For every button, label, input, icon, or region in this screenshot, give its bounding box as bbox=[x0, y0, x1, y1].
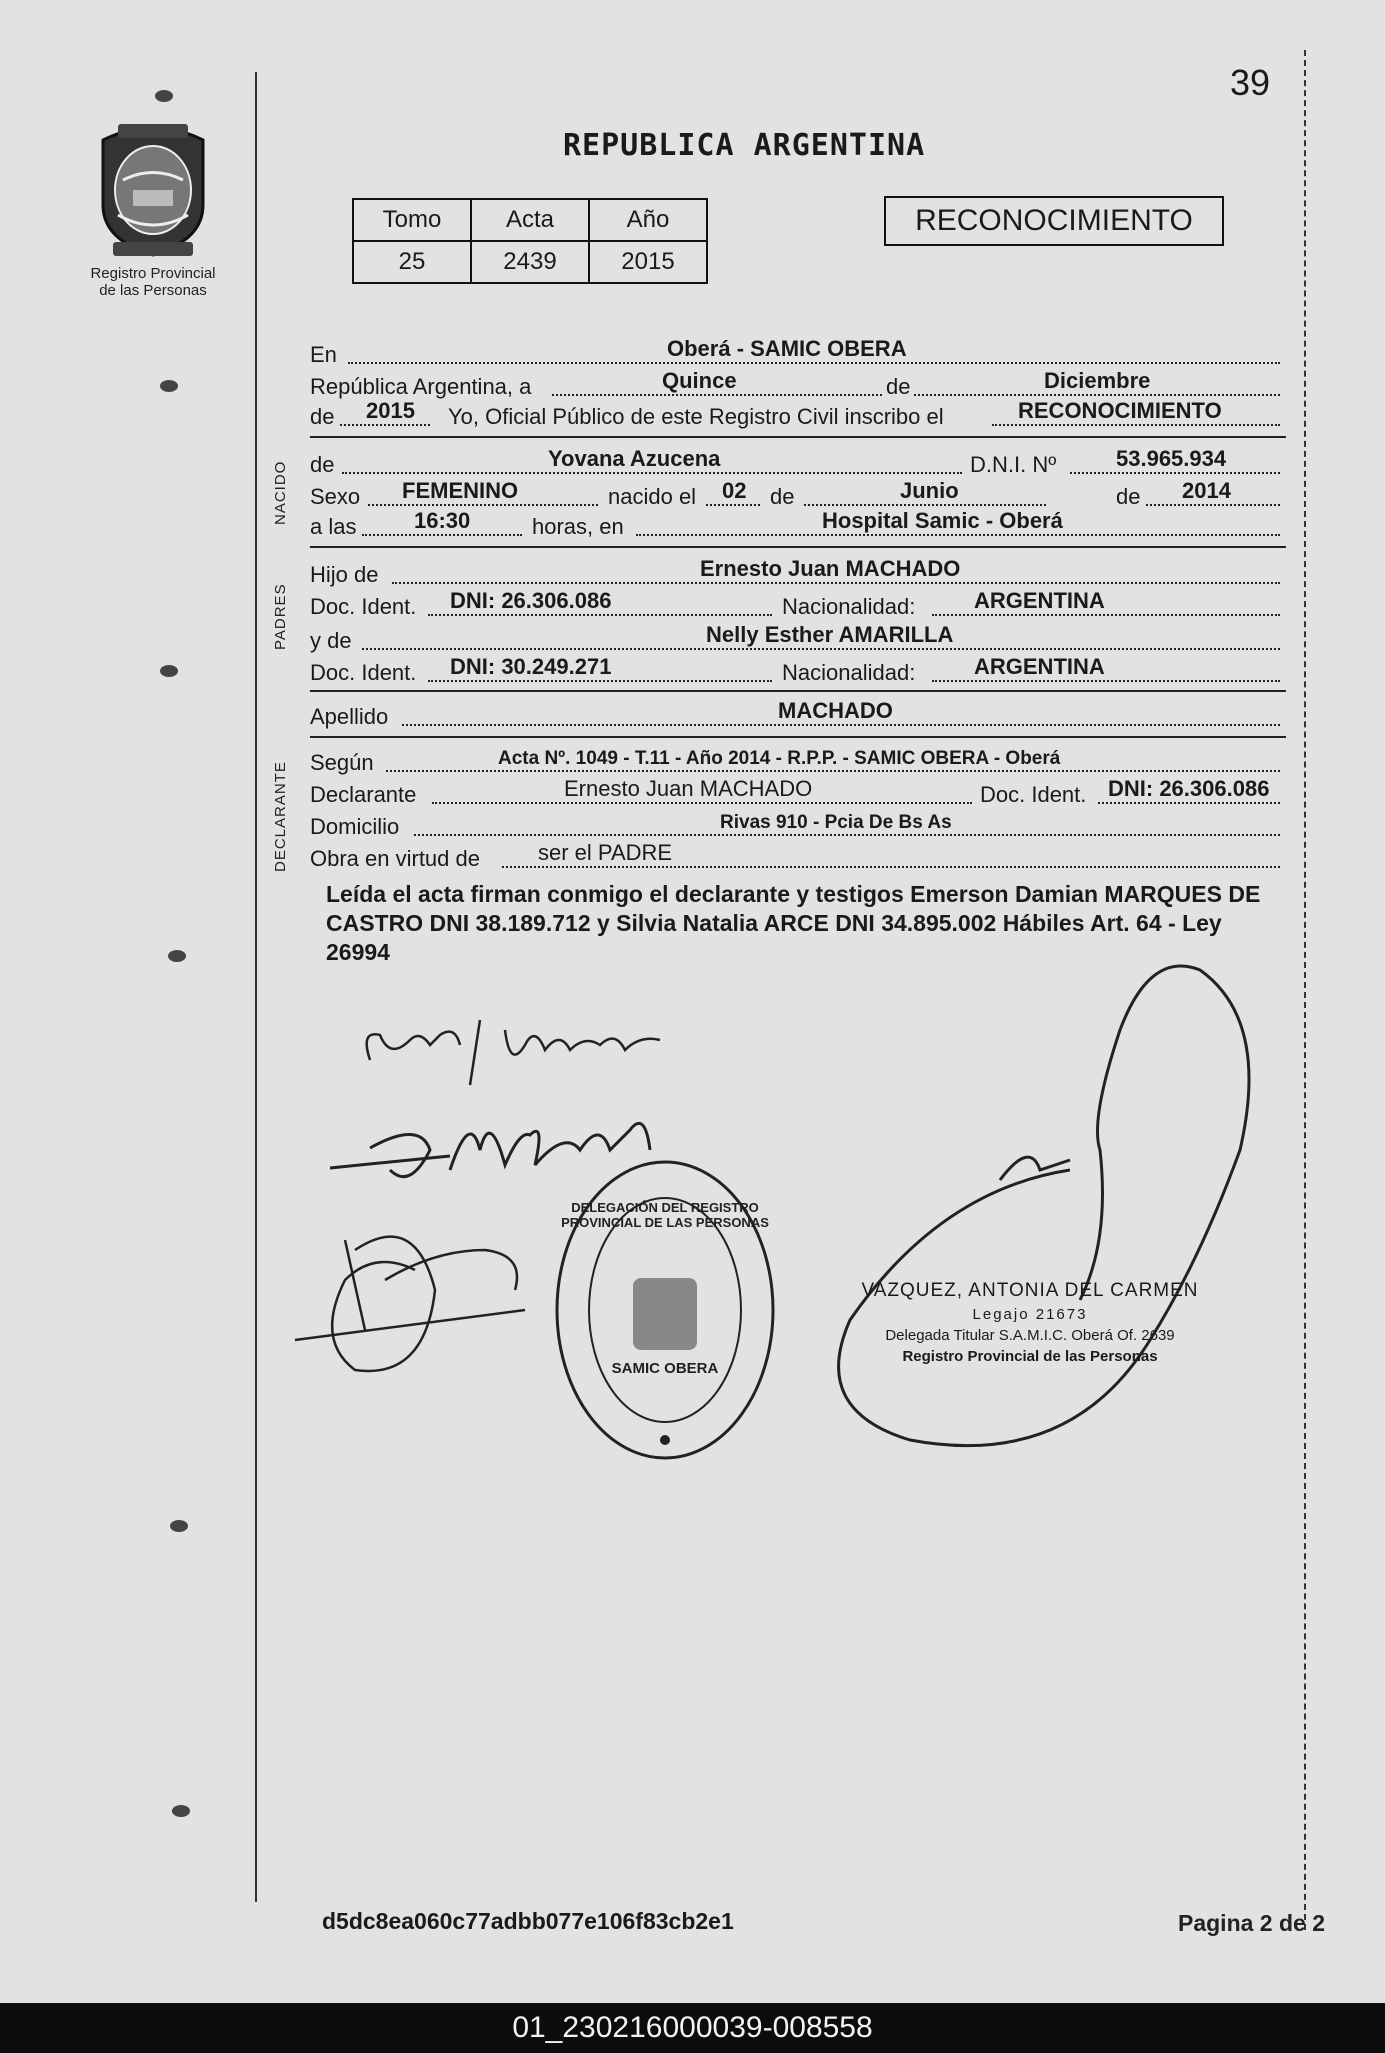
value-sexo: FEMENINO bbox=[402, 478, 519, 503]
value-doc-madre: DNI: 30.249.271 bbox=[450, 654, 612, 679]
label: de bbox=[1116, 484, 1141, 509]
row-hora bbox=[310, 510, 1282, 540]
document-hash: d5dc8ea060c77adbb077e106f83cb2e1 bbox=[322, 1908, 734, 1934]
file-id: 01_230216000039-008558 bbox=[512, 2011, 873, 2044]
label: Nacionalidad: bbox=[782, 660, 916, 685]
row-obra bbox=[310, 842, 1282, 872]
side-label-declarante: DECLARANTE bbox=[272, 761, 289, 872]
official-cargo: Delegada Titular S.A.M.I.C. Oberá Of. 2639 bbox=[885, 1327, 1175, 1344]
table-header: Tomo bbox=[353, 199, 471, 241]
table-header: Año bbox=[589, 199, 707, 241]
label: Doc. Ident. bbox=[310, 594, 417, 619]
value-declarante: Ernesto Juan MACHADO bbox=[564, 776, 813, 801]
label: Sexo bbox=[310, 484, 361, 509]
value-nac-madre: ARGENTINA bbox=[974, 654, 1105, 679]
label: y de bbox=[310, 628, 352, 653]
value-madre: Nelly Esther AMARILLA bbox=[706, 622, 954, 647]
label: de bbox=[886, 374, 911, 399]
official-name: VAZQUEZ, ANTONIA DEL CARMEN bbox=[861, 1280, 1199, 1301]
row-fecha bbox=[310, 370, 1282, 400]
label: En bbox=[310, 342, 337, 367]
record-table bbox=[352, 198, 708, 284]
table-cell: 25 bbox=[353, 241, 471, 283]
punch-hole bbox=[160, 665, 178, 677]
row-doc-padre bbox=[310, 590, 1282, 620]
label: nacido el bbox=[608, 484, 697, 509]
row-declarante bbox=[310, 778, 1282, 808]
official-registro: Registro Provincial de las Personas bbox=[902, 1348, 1158, 1365]
value-year: 2015 bbox=[366, 398, 415, 423]
label: Declarante bbox=[310, 782, 417, 807]
official-legajo: Legajo 21673 bbox=[972, 1306, 1088, 1323]
page-indicator: Pagina 2 de 2 bbox=[1178, 1910, 1326, 1936]
registry-seal bbox=[545, 1150, 785, 1470]
value-obra: ser el PADRE bbox=[538, 840, 673, 865]
value-nac-padre: ARGENTINA bbox=[974, 588, 1105, 613]
value-hora: 16:30 bbox=[414, 508, 471, 533]
punch-hole bbox=[160, 380, 178, 392]
row-en bbox=[310, 338, 1282, 368]
divider bbox=[310, 546, 1286, 548]
value-lugar-registro: Oberá - SAMIC OBERA bbox=[667, 336, 907, 361]
value-inscribo: RECONOCIMIENTO bbox=[1018, 398, 1222, 423]
row-segun bbox=[310, 746, 1282, 776]
value-doc-padre: DNI: 26.306.086 bbox=[450, 588, 612, 613]
label: de bbox=[310, 452, 335, 477]
province-logo bbox=[88, 120, 218, 300]
divider bbox=[310, 436, 1286, 438]
seal-ring-text: DELEGACIÓN DEL REGISTRO PROVINCIAL DE LAS PERSONAS bbox=[561, 1200, 769, 1230]
label: Apellido bbox=[310, 704, 389, 729]
label: D.N.I. Nº bbox=[970, 452, 1057, 477]
row-madre bbox=[310, 624, 1282, 654]
punch-hole bbox=[168, 950, 186, 962]
label: Según bbox=[310, 750, 374, 775]
punch-hole bbox=[170, 1520, 188, 1532]
logo-caption-1: Registro Provincial bbox=[90, 265, 216, 282]
value-domicilio: Rivas 910 - Pcia De Bs As bbox=[720, 812, 952, 833]
value-day: Quince bbox=[662, 368, 737, 393]
label: a las bbox=[310, 514, 357, 539]
label: Yo, Oficial Público de este Registro Civil inscribo el bbox=[448, 404, 944, 429]
value-dni: 53.965.934 bbox=[1116, 446, 1227, 471]
table-cell: 2015 bbox=[589, 241, 707, 283]
label: Obra en virtud de bbox=[310, 846, 480, 871]
side-label-nacido: NACIDO bbox=[272, 460, 289, 525]
label: de bbox=[770, 484, 795, 509]
value-segun: Acta Nº. 1049 - T.11 - Año 2014 - R.P.P. - SAMIC OBERA - Oberá bbox=[498, 748, 1061, 769]
label: Doc. Ident. bbox=[310, 660, 417, 685]
record-type-box: RECONOCIMIENTO bbox=[884, 196, 1224, 246]
document-title: REPUBLICA ARGENTINA bbox=[563, 128, 926, 163]
row-apellido bbox=[310, 700, 1282, 730]
seal-inner-text: SAMIC OBERA bbox=[611, 1360, 719, 1377]
label: República Argentina, a bbox=[310, 374, 532, 399]
page-number: 39 bbox=[1230, 62, 1271, 103]
divider bbox=[310, 736, 1286, 738]
logo-caption-2: de las Personas bbox=[99, 282, 207, 299]
value-nac-day: 02 bbox=[722, 478, 747, 503]
row-doc-madre bbox=[310, 656, 1282, 686]
shield-emblem-icon bbox=[88, 120, 218, 260]
row-sexo bbox=[310, 480, 1282, 510]
official-stamp bbox=[860, 1280, 1200, 1365]
label: Doc. Ident. bbox=[980, 782, 1087, 807]
label: Domicilio bbox=[310, 814, 400, 839]
label: Nacionalidad: bbox=[782, 594, 916, 619]
value-padre: Ernesto Juan MACHADO bbox=[700, 556, 961, 581]
table-header: Acta bbox=[471, 199, 589, 241]
punch-hole bbox=[155, 90, 173, 102]
signature-arce bbox=[285, 1210, 545, 1390]
divider bbox=[310, 690, 1286, 692]
value-doc-declarante: DNI: 26.306.086 bbox=[1108, 776, 1270, 801]
closing-paragraph: Leída el acta firman conmigo el declarante y testigos Emerson Damian MARQUES DE CASTRO DNI 38.189.712 y Silvia Natalia ARCE DNI 34.895.002 Hábiles Art. 64 - Ley 26994 bbox=[326, 881, 1261, 965]
signature-oficial bbox=[770, 940, 1290, 1460]
value-nombre: Yovana Azucena bbox=[548, 446, 721, 471]
side-label-padres: PADRES bbox=[272, 583, 289, 650]
punch-hole bbox=[172, 1805, 190, 1817]
value-month: Diciembre bbox=[1044, 368, 1151, 393]
value-nac-month: Junio bbox=[900, 478, 959, 503]
label: de bbox=[310, 404, 335, 429]
row-padre bbox=[310, 558, 1282, 588]
signature-declarante bbox=[340, 990, 720, 1100]
row-domicilio bbox=[310, 810, 1282, 840]
row-inscribo bbox=[310, 400, 1282, 430]
file-id-bar bbox=[0, 2003, 1385, 2053]
right-margin-line bbox=[1304, 50, 1306, 1930]
value-lugar-nacimiento: Hospital Samic - Oberá bbox=[822, 508, 1063, 533]
value-apellido: MACHADO bbox=[778, 698, 893, 723]
label: horas, en bbox=[532, 514, 624, 539]
value-nac-year: 2014 bbox=[1182, 478, 1231, 503]
left-margin-line bbox=[255, 72, 257, 1902]
row-nombre bbox=[310, 448, 1282, 478]
label: Hijo de bbox=[310, 562, 379, 587]
table-cell: 2439 bbox=[471, 241, 589, 283]
